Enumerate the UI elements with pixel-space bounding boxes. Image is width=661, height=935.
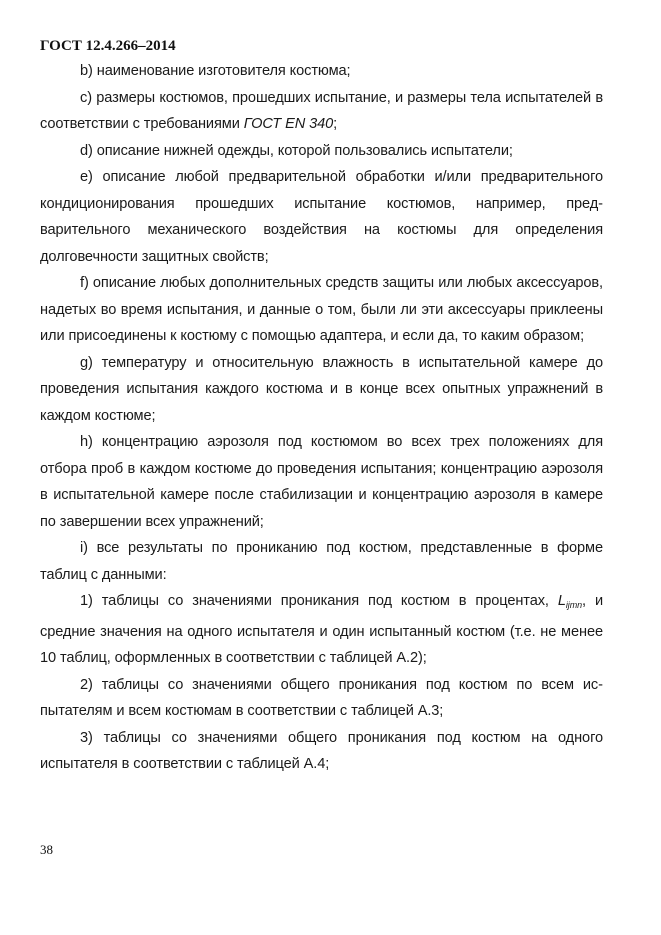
document-header: ГОСТ 12.4.266–2014	[40, 38, 176, 54]
list-item-i: i) все результаты по прониканию под костюм, представленные в форме таблиц с данными:	[40, 540, 603, 583]
sub-item-1	[40, 588, 603, 672]
list-item-g: g) температуру и относительную влажность в испытательной камере до проведения испытания каждого костюма и в конце всех опытных упражнений в каждом костюме;	[40, 354, 603, 424]
penetration-subscript: ijmn	[565, 600, 583, 610]
sub-item-1-text: 1) таблицы со значениями проникания под костюм в процентах,	[80, 593, 558, 609]
list-item-c-end: ;	[333, 116, 338, 132]
list-item-c	[40, 85, 603, 138]
list-item-h: h) концентрацию аэрозоля под костюмом во всех трех положениях для отбора проб в каждом костюме до проведения испытания; концентрацию аэрозоля в испытательной камере после стабилизации и концентрацию аэрозоля в камере по завершении всех упражнений;	[40, 434, 603, 530]
penetration-symbol: L	[557, 593, 566, 609]
page-number: 38	[40, 842, 53, 857]
sub-item-2: 2) таблицы со значениями общего проникания под костюм по всем испытателям и всем костюмам в соответствии с таблицей А.3;	[40, 676, 603, 719]
list-item-c-text: c) размеры костюмов, прошедших испытание, и размеры тела испытателей в соответствии с требованиями	[40, 89, 603, 132]
list-item-e: e) описание любой предварительной обработки и/или предварительного кондиционирования прошедших испытание костюмов, например, предварительного механического воздействия на костюмы для определения долговечности защитных свойств;	[40, 169, 603, 265]
list-item-d: d) описание нижней одежды, которой пользовались испытатели;	[80, 142, 513, 159]
document-body	[40, 58, 603, 778]
list-item-b: b) наименование изготовителя костюма;	[80, 63, 351, 79]
list-item-f: f) описание любых дополнительных средств защиты или любых аксессуаров, надетых во время испытания, и данные о том, были ли эти аксессуары приклеены или присоединены к костюму с помощью адаптера, и если да, то каким образом;	[40, 275, 603, 344]
sub-item-1-rest: , и средние значения на одного испытателя и один испытанный костюм (т.е. не менее 10 таблиц, оформленных в соответствии с таблицей А.2);	[40, 593, 603, 666]
standard-reference: ГОСТ EN 340	[243, 116, 334, 132]
sub-item-3: 3) таблицы со значениями общего проникания под костюм на одного испытателя в соответствии с таблицей А.4;	[40, 729, 603, 772]
